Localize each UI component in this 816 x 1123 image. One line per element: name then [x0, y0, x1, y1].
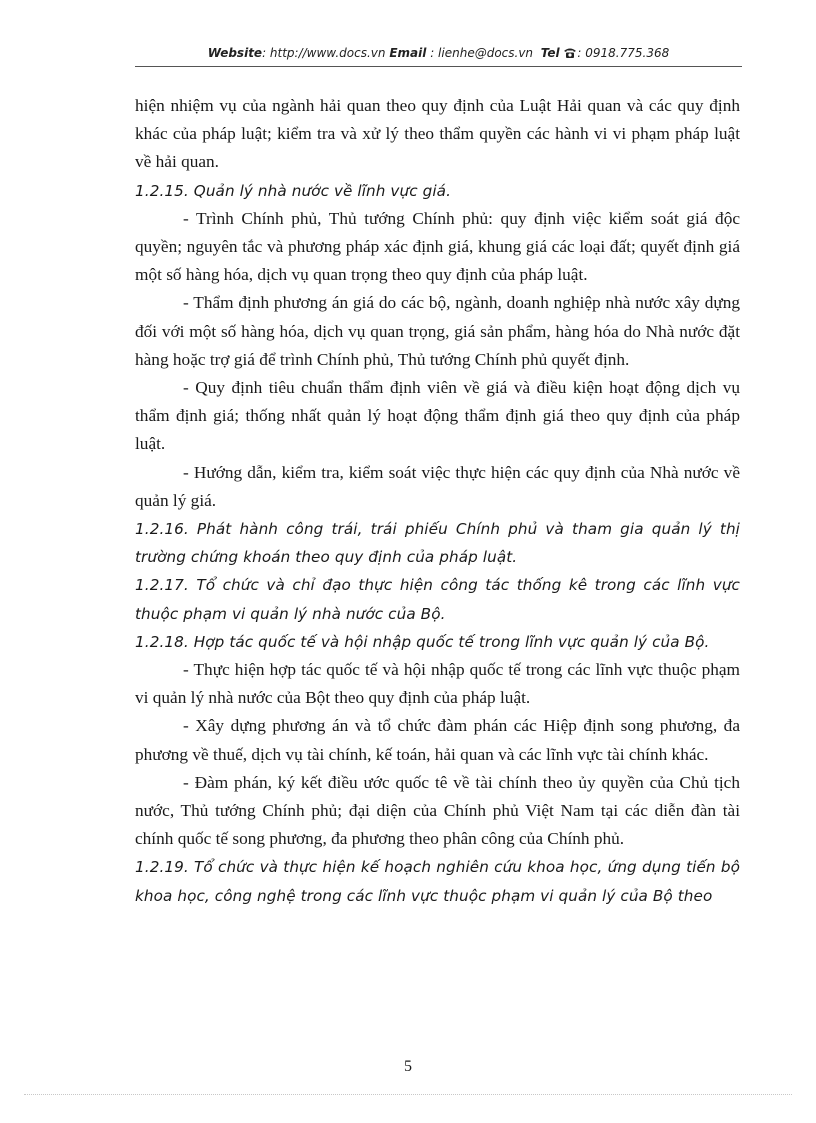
- section-heading: 1.2.15. Quản lý nhà nước về lĩnh vực giá.: [135, 181, 452, 200]
- email-label: Email: [389, 46, 427, 60]
- tel-value: : 0918.775.368: [577, 46, 670, 60]
- website-value: : http://www.docs.vn: [262, 46, 386, 60]
- body-paragraph: - Xây dựng phương án và tổ chức đàm phán các Hiệp định song phương, đa phương về thuế, dịch vụ tài chính, kế toán, hải quan và các lĩnh vực tài chính khác.: [135, 716, 740, 764]
- section-heading: 1.2.19. Tổ chức và thực hiện kế hoạch nghiên cứu khoa học, ứng dụng tiến bộ khoa học, công nghệ trong các lĩnh vực thuộc phạm vi quản lý của Bộ theo: [135, 858, 740, 905]
- section-heading: 1.2.17. Tổ chức và chỉ đạo thực hiện công tác thống kê trong các lĩnh vực thuộc phạm vi quản lý nhà nước của Bộ.: [135, 576, 740, 623]
- page-number: 5: [404, 1058, 412, 1075]
- header-divider: [135, 66, 742, 67]
- section-heading: 1.2.16. Phát hành công trái, trái phiếu Chính phủ và tham gia quản lý thị trường chứng khoán theo quy định của pháp luật.: [135, 520, 740, 567]
- email-value: : lienhe@docs.vn: [430, 46, 534, 60]
- document-body: [135, 92, 740, 910]
- website-label: Website: [207, 46, 263, 60]
- body-paragraph: - Trình Chính phủ, Thủ tướng Chính phủ: quy định việc kiểm soát giá độc quyền; nguyên tắc và phương pháp xác định giá, khung giá các loại đất; quyết định giá một số hàng hóa, dịch vụ quan trọng theo quy định của pháp luật.: [135, 208, 740, 285]
- tel-label: Tel: [540, 46, 560, 60]
- phone-icon: [563, 47, 577, 62]
- body-paragraph: - Đàm phán, ký kết điều ước quốc tê về tài chính theo ủy quyền của Chủ tịch nước, Thủ tướng Chính phủ; đại diện của Chính phủ Việt Nam tại các diễn đàn tài chính quốc tế song phương, đa phương theo phân công của Chính phủ.: [135, 772, 740, 849]
- page-header: [135, 46, 742, 62]
- body-paragraph: - Thực hiện hợp tác quốc tế và hội nhập quốc tế trong các lĩnh vực thuộc phạm vi quản lý nhà nước của Bột theo quy định của pháp luật.: [135, 660, 740, 708]
- page-bottom-divider: [24, 1094, 792, 1095]
- body-paragraph: - Quy định tiêu chuẩn thẩm định viên về giá và điều kiện hoạt động dịch vụ thẩm định giá; thống nhất quản lý hoạt động thẩm định giá theo quy định của pháp luật.: [135, 378, 740, 454]
- body-paragraph: hiện nhiệm vụ của ngành hải quan theo quy định của Luật Hải quan và các quy định khác của pháp luật; kiểm tra và xử lý theo thẩm quyền các hành vi vi phạm pháp luật về hải quan.: [135, 96, 740, 172]
- body-paragraph: - Hướng dẫn, kiểm tra, kiểm soát việc thực hiện các quy định của Nhà nước về quản lý giá.: [135, 462, 740, 510]
- body-paragraph: - Thẩm định phương án giá do các bộ, ngành, doanh nghiệp nhà nước xây dựng đối với một số hàng hóa, dịch vụ quan trọng, giá sản phẩm, hàng hóa do Nhà nước đặt hàng hoặc trợ giá để trình Chính phủ, Thủ tướng Chính phủ quyết định.: [135, 293, 740, 369]
- section-heading: 1.2.18. Hợp tác quốc tế và hội nhập quốc tế trong lĩnh vực quản lý của Bộ.: [135, 632, 710, 651]
